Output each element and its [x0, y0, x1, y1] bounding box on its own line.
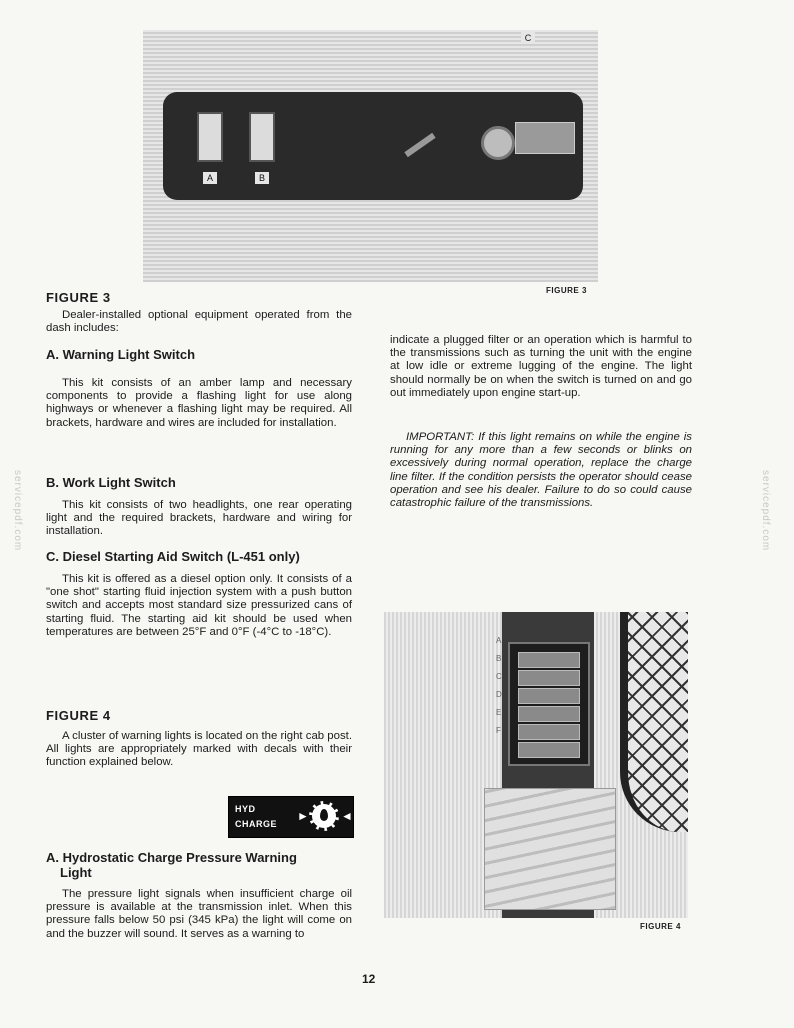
- photo-tag-c: C: [496, 672, 502, 681]
- photo-tag-c: C: [521, 32, 535, 44]
- dash-panel: [163, 92, 583, 200]
- figure-3-photo: [143, 30, 598, 282]
- decal-line-2: CHARGE: [235, 819, 278, 829]
- photo-tag-b: B: [496, 654, 502, 663]
- figure-3-caption: FIGURE 3: [546, 286, 587, 295]
- section-b-body: This kit consists of two headlights, one rear operating light and the required brackets, hardware and wiring for installation.: [46, 499, 352, 538]
- important-note: IMPORTANT: If this light remains on while the engine is running for any more than a few seconds or blinks on excessively during normal operation, replace the charge line filter. If the condition persists the operator should cease operation and see his dealer. Failure to do so could cause catastrophic failure of the transmissions.: [390, 431, 692, 510]
- photo-tag-b: B: [255, 172, 269, 184]
- warning-light: [518, 706, 580, 722]
- oil-drop-icon: [320, 809, 328, 821]
- figure-3-intro: Dealer-installed optional equipment operated from the dash includes:: [46, 309, 352, 335]
- section-a-body: This kit consists of an amber lamp and necessary components to provide a flashing light for use along highways or whenever a flashing light may be required. All brackets, hardware and wires are included for installation.: [46, 377, 352, 429]
- warning-light: [518, 688, 580, 704]
- section-c-title: C. Diesel Starting Aid Switch (L-451 only): [46, 549, 300, 564]
- right-column-continued: indicate a plugged filter or an operation which is harmful to the transmissions such as turning the unit with the engine at low idle or extreme lugging of the engine. The light should normally be on when the switch is turned on and go out immediately upon engine start-up.: [390, 334, 692, 399]
- figure-4-caption: FIGURE 4: [640, 922, 681, 931]
- work-light-switch: [249, 112, 275, 162]
- warning-light: [518, 652, 580, 668]
- photo-tag-e: E: [496, 708, 502, 717]
- warning-light-cluster: [508, 642, 590, 766]
- photo-tag-f: F: [496, 726, 501, 735]
- watermark-right: servicepdf.com: [760, 470, 771, 552]
- instruction-plate: [515, 122, 575, 154]
- figure-4-photo: [384, 612, 688, 918]
- section-a-title: A. Warning Light Switch: [46, 347, 196, 362]
- photo-tag-d: D: [496, 690, 502, 699]
- section-4a-body: The pressure light signals when insufficient charge oil pressure is available at the transmission inlet. When this pressure falls below 50 psi (345 kPa) the light will come on and the buzzer will sound. It serves as a warning to: [46, 888, 352, 940]
- page-number: 12: [362, 972, 376, 986]
- section-4a-title: [46, 850, 352, 880]
- hyd-charge-decal: [228, 796, 354, 838]
- warning-decal: [484, 788, 616, 910]
- decal-line-1: HYD: [235, 804, 256, 814]
- cab-window: [620, 612, 688, 832]
- section-4a-title-line-1: A. Hydrostatic Charge Pressure Warning: [46, 850, 297, 865]
- figure-4-intro: A cluster of warning lights is located on the right cab post. All lights are appropriately marked with decals with their function explained below.: [46, 730, 352, 769]
- figure-4-heading: FIGURE 4: [46, 708, 111, 723]
- section-c-body: This kit is offered as a diesel option only. It consists of a "one shot" starting fluid injection system with a push button switch and accepts most standard size pressurized cans of starting fluid. The starting aid kit should be used when temperatures are between 25°F and 0°F (-4°C to -18°C).: [46, 573, 352, 638]
- warning-light: [518, 670, 580, 686]
- warning-light: [518, 742, 580, 758]
- ignition-knob: [481, 126, 515, 160]
- section-4a-title-line-2: Light: [60, 865, 92, 880]
- watermark-left: servicepdf.com: [12, 470, 23, 552]
- photo-tag-a: A: [203, 172, 217, 184]
- figure-3-heading: FIGURE 3: [46, 290, 111, 305]
- throttle-lever: [404, 133, 435, 157]
- photo-tag-a: A: [496, 636, 502, 645]
- warning-light-switch: [197, 112, 223, 162]
- section-b-title: B. Work Light Switch: [46, 475, 176, 490]
- arrow-left-icon: ◄: [341, 809, 353, 823]
- warning-light: [518, 724, 580, 740]
- arrow-right-icon: ►: [297, 809, 309, 823]
